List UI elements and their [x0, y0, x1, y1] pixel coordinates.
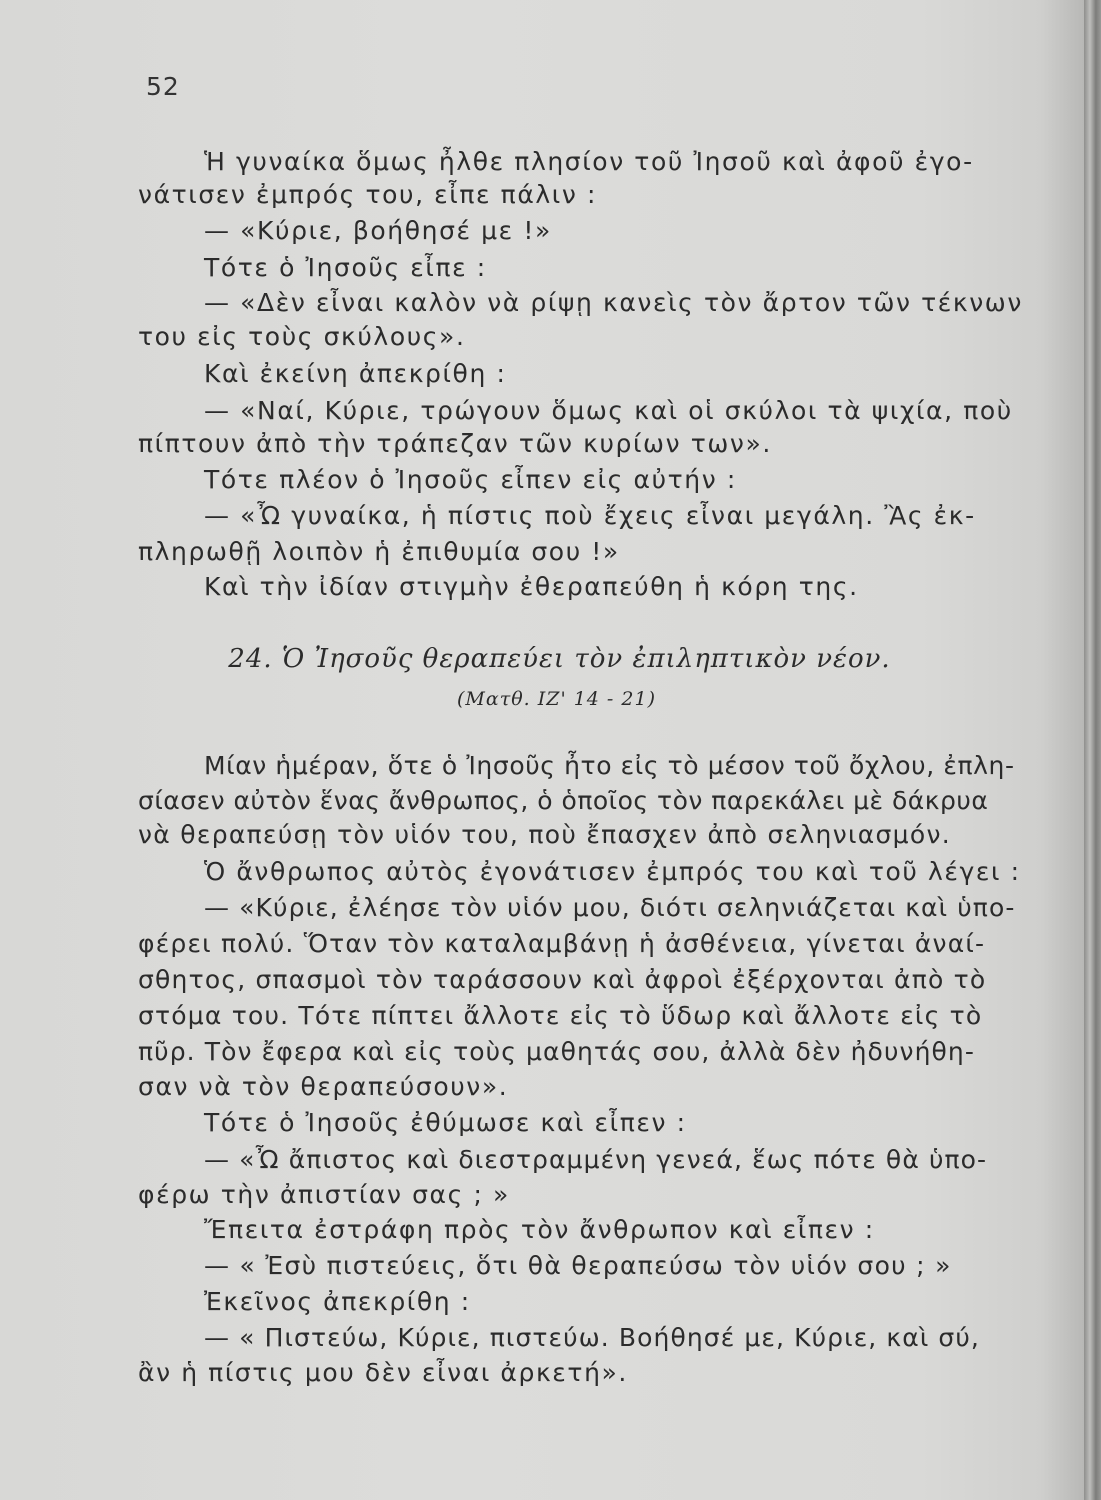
text-line: Ἡ γυναίκα ὅμως ἦλθε πλησίον τοῦ Ἰησοῦ καὶ ἀφοῦ ἐγο- [204, 147, 974, 176]
text-line: — «Ὦ γυναίκα, ἡ πίστις ποὺ ἔχεις εἶναι μεγάλη. Ἂς ἐκ- [204, 501, 976, 530]
text-line: Τότε ὁ Ἰησοῦς εἶπε : [204, 253, 487, 282]
text-line: πῦρ. Τὸν ἔφερα καὶ εἰς τοὺς μαθητάς σου, ἀλλὰ δὲν ἠδυνήθη- [138, 1037, 975, 1066]
text-line: πίπτουν ἀπὸ τὴν τράπεζαν τῶν κυρίων των». [138, 429, 772, 458]
text-line: — «Ναί, Κύριε, τρώγουν ὅμως καὶ οἱ σκύλοι τὰ ψιχία, ποὺ [204, 396, 1013, 425]
text-line: σίασεν αὐτὸν ἕνας ἄνθρωπος, ὁ ὁποῖος τὸν παρεκάλει μὲ δάκρυα [138, 786, 989, 815]
text-line: Καὶ ἐκείνη ἀπεκρίθη : [204, 359, 507, 388]
text-line: Μίαν ἡμέραν, ὅτε ὁ Ἰησοῦς ἦτο εἰς τὸ μέσον τοῦ ὄχλου, ἐπλη- [204, 751, 1015, 780]
page-number: 52 [146, 72, 180, 101]
text-line: σθητος, σπασμοὶ τὸν ταράσσουν καὶ ἀφροὶ ἐξέρχονται ἀπὸ τὸ [138, 965, 987, 994]
text-line: Ἐκεῖνος ἀπεκρίθη : [204, 1287, 471, 1316]
text-line: — «Δὲν εἶναι καλὸν νὰ ρίψῃ κανεὶς τὸν ἄρτον τῶν τέκνων [204, 288, 1023, 317]
text-line: του εἰς τοὺς σκύλους». [138, 322, 466, 351]
text-line: σαν νὰ τὸν θεραπεύσουν». [138, 1072, 509, 1101]
text-line: Ἔπειτα ἐστράφη πρὸς τὸν ἄνθρωπον καὶ εἶπεν : [204, 1215, 875, 1244]
text-line: φέρει πολύ. Ὅταν τὸν καταλαμβάνῃ ἡ ἀσθένεια, γίνεται ἀναί- [138, 929, 986, 958]
text-line: νάτισεν ἐμπρός του, εἶπε πάλιν : [138, 180, 597, 209]
text-line: — «Ὦ ἄπιστος καὶ διεστραμμένη γενεά, ἕως πότε θὰ ὑπο- [204, 1145, 988, 1174]
text-line: — « Πιστεύω, Κύριε, πιστεύω. Βοήθησέ με, Κύριε, καὶ σύ, [204, 1323, 980, 1352]
section-reference: (Ματθ. ΙΖ' 14 - 21) [457, 688, 656, 710]
text-line: στόμα του. Τότε πίπτει ἄλλοτε εἰς τὸ ὕδωρ καὶ ἄλλοτε εἰς τὸ [138, 1001, 983, 1030]
text-line: νὰ θεραπεύσῃ τὸν υἱόν του, ποὺ ἔπασχεν ἀπὸ σεληνιασμόν. [138, 820, 951, 849]
text-line: — «Κύριε, ἐλέησε τὸν υἱόν μου, διότι σεληνιάζεται καὶ ὑπο- [204, 893, 1016, 922]
text-line: Ὁ ἄνθρωπος αὐτὸς ἐγονάτισεν ἐμπρός του καὶ τοῦ λέγει : [204, 857, 1021, 886]
text-line: — « Ἐσὺ πιστεύεις, ὅτι θὰ θεραπεύσω τὸν υἱόν σου ; » [204, 1251, 952, 1280]
section-title: 24. Ὁ Ἰησοῦς θεραπεύει τὸν ἐπιληπτικὸν νέον. [228, 644, 891, 674]
text-line: φέρω τὴν ἀπιστίαν σας ; » [138, 1180, 510, 1209]
text-line: Τότε πλέον ὁ Ἰησοῦς εἶπεν εἰς αὐτήν : [204, 465, 737, 494]
text-line: — «Κύριε, βοήθησέ με !» [204, 216, 552, 245]
text-line: πληρωθῇ λοιπὸν ἡ ἐπιθυμία σου !» [138, 537, 620, 566]
book-spine-shadow [1084, 0, 1101, 1500]
text-line: Καὶ τὴν ἰδίαν στιγμὴν ἐθεραπεύθη ἡ κόρη της. [204, 572, 859, 601]
text-line: ἂν ἡ πίστις μου δὲν εἶναι ἀρκετή». [138, 1358, 628, 1387]
text-line: Τότε ὁ Ἰησοῦς ἐθύμωσε καὶ εἶπεν : [204, 1108, 687, 1137]
